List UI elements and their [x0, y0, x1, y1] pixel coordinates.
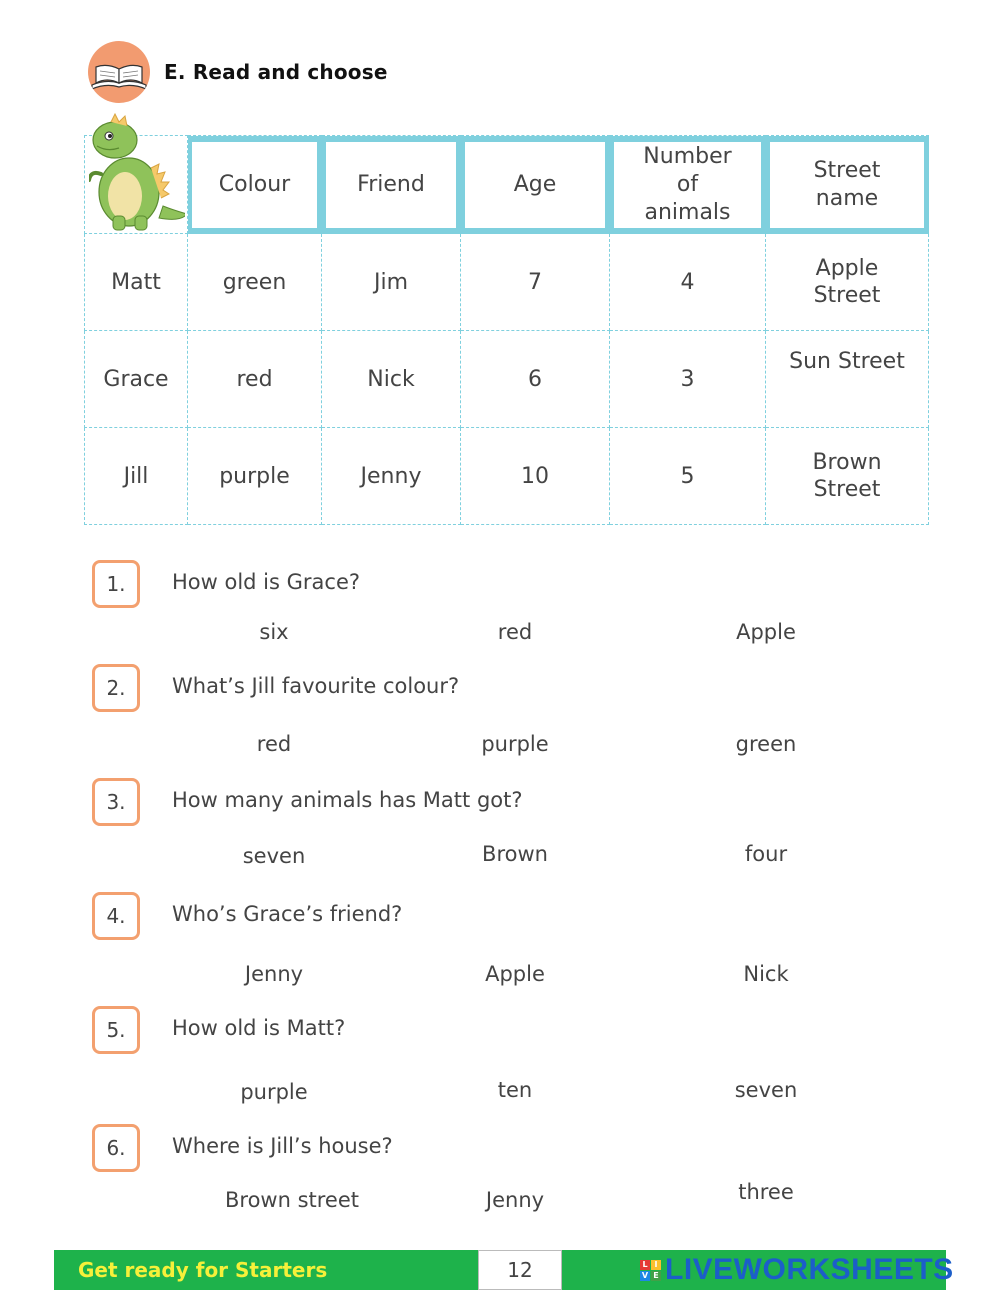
question-number-badge: 3.	[92, 778, 140, 826]
page-number: 12	[478, 1250, 562, 1290]
row-animals: 3	[610, 331, 766, 428]
row-friend: Jim	[322, 234, 461, 331]
question-2	[92, 664, 952, 774]
answer-option[interactable]: purple	[240, 1080, 308, 1104]
answer-option[interactable]: six	[259, 620, 289, 644]
row-street: Apple Street	[766, 234, 929, 331]
info-table	[84, 135, 928, 525]
row-colour: purple	[188, 428, 322, 525]
row-age: 6	[461, 331, 610, 428]
question-number-badge: 5.	[92, 1006, 140, 1054]
row-street: Sun Street	[766, 331, 929, 428]
row-animals: 5	[610, 428, 766, 525]
question-number-badge: 4.	[92, 892, 140, 940]
question-1	[92, 560, 952, 670]
answer-option[interactable]: four	[744, 842, 788, 866]
header-street-name: Street name	[766, 136, 929, 234]
row-colour: green	[188, 234, 322, 331]
header-number-of-animals: Number of animals	[610, 136, 766, 234]
liveworksheets-brand	[640, 1252, 954, 1288]
row-age: 10	[461, 428, 610, 525]
table-row	[85, 331, 929, 428]
answer-option[interactable]: green	[735, 732, 797, 756]
section-title: E. Read and choose	[164, 60, 388, 84]
row-colour: red	[188, 331, 322, 428]
book-icon	[88, 41, 150, 103]
row-age: 7	[461, 234, 610, 331]
row-name: Grace	[85, 331, 188, 428]
question-text: What’s Jill favourite colour?	[172, 674, 460, 698]
dinosaur-illustration	[85, 136, 188, 234]
table-row	[85, 234, 929, 331]
answer-option[interactable]: Apple	[736, 620, 796, 644]
answer-option[interactable]: seven	[242, 844, 306, 868]
answer-option[interactable]: three	[738, 1180, 794, 1204]
answer-option[interactable]: ten	[497, 1078, 533, 1102]
answer-option[interactable]: red	[256, 732, 292, 756]
question-text: How many animals has Matt got?	[172, 788, 523, 812]
row-animals: 4	[610, 234, 766, 331]
answer-option[interactable]: Apple	[485, 962, 545, 986]
row-friend: Nick	[322, 331, 461, 428]
footer-title: Get ready for Starters	[78, 1258, 328, 1282]
question-number-badge: 1.	[92, 560, 140, 608]
question-number-badge: 2.	[92, 664, 140, 712]
row-street: Brown Street	[766, 428, 929, 525]
answer-option[interactable]: Jenny	[244, 962, 304, 986]
question-text: How old is Grace?	[172, 570, 361, 594]
answer-option[interactable]: Nick	[743, 962, 789, 986]
question-text: Where is Jill’s house?	[172, 1134, 393, 1158]
answer-option[interactable]: red	[497, 620, 533, 644]
answer-option[interactable]: Brown	[482, 842, 548, 866]
question-number-badge: 6.	[92, 1124, 140, 1172]
liveworksheets-logo-icon: L I V E	[640, 1260, 661, 1281]
answer-option[interactable]: purple	[481, 732, 549, 756]
header-colour: Colour	[188, 136, 322, 234]
row-name: Matt	[85, 234, 188, 331]
header-age: Age	[461, 136, 610, 234]
section-header	[88, 40, 388, 104]
question-6	[92, 1124, 952, 1234]
table-row	[85, 428, 929, 525]
answer-option[interactable]: Brown street	[224, 1188, 359, 1212]
header-friend: Friend	[322, 136, 461, 234]
question-text: Who’s Grace’s friend?	[172, 902, 403, 926]
answer-option[interactable]: Jenny	[485, 1188, 545, 1212]
table-header-row	[85, 136, 929, 234]
question-text: How old is Matt?	[172, 1016, 346, 1040]
brand-text: LIVEWORKSHEETS	[665, 1253, 954, 1286]
answer-option[interactable]: seven	[734, 1078, 798, 1102]
question-3	[92, 778, 952, 888]
question-4	[92, 892, 952, 1002]
row-name: Jill	[85, 428, 188, 525]
question-5	[92, 1006, 952, 1116]
row-friend: Jenny	[322, 428, 461, 525]
